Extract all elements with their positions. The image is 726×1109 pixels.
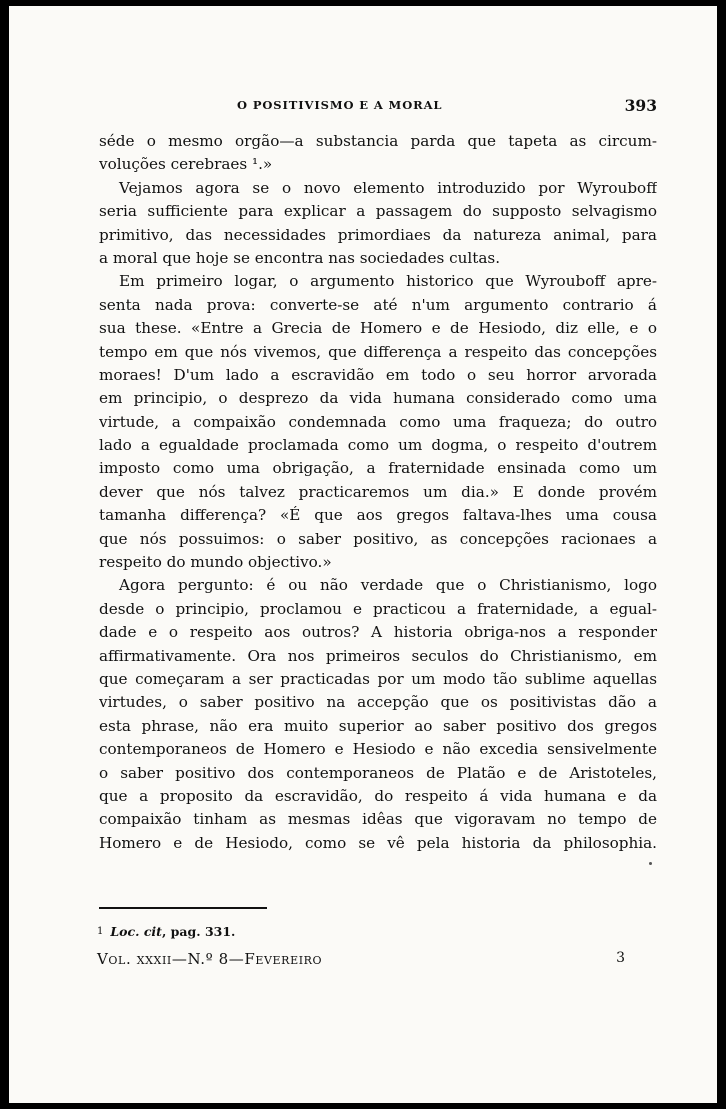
text-line: que a proposito da escravidão, do respeito á vida humana e da (99, 786, 657, 805)
signature-number: 3 (616, 950, 625, 966)
text-line: que nós possuimos: o saber positivo, as concepções racionaes a (99, 529, 657, 548)
text-line: sua these. «Entre a Grecia de Homero e de Hesiodo, diz elle, e o (99, 319, 657, 338)
printer-signature (97, 950, 625, 970)
text-line: lado a egualdade proclamada como um dogma, o respeito d'outrem (99, 436, 657, 455)
text-line: virtudes, o saber positivo na accepção que os positivistas dão a (99, 693, 657, 712)
text-line: compaixão tinham as mesmas idêas que vigoravam no tempo de (99, 810, 657, 829)
text-line: Agora pergunto: é ou não verdade que o Christianismo, logo (119, 576, 657, 595)
text-line: Vejamos agora se o novo elemento introduzido por Wyrouboff (119, 178, 657, 197)
text-line: tamanha differença? «É que aos gregos faltava-lhes uma cousa (99, 506, 657, 525)
text-line: affirmativamente. Ora nos primeiros seculos do Christianismo, em (99, 646, 657, 665)
running-title: O POSITIVISMO E A MORAL (237, 98, 443, 112)
paper-speck (649, 862, 652, 865)
text-line: senta nada prova: converte-se até n'um argumento contrario á (99, 295, 657, 314)
document-page (9, 6, 717, 1103)
text-line: desde o principio, proclamou e practicou a fraternidade, a egual- (99, 599, 657, 618)
text-line: seria sufficiente para explicar a passagem do supposto selvagismo (99, 202, 657, 221)
text-line: primitivo, das necessidades primordiaes da natureza animal, para (99, 225, 657, 244)
text-line: tempo em que nós vivemos, que differença a respeito das concepções (99, 342, 657, 361)
footnote-page: , pag. 331. (161, 924, 236, 939)
text-line: voluções cerebraes ¹.» (99, 155, 273, 174)
text-line: que começaram a ser practicadas por um modo tão sublime aquellas (99, 669, 657, 688)
text-line: a moral que hoje se encontra nas sociedades cultas. (99, 248, 501, 267)
text-line: virtude, a compaixão condemnada como uma fraqueza; do outro (99, 412, 657, 431)
footnote-reference: Loc. cit (110, 924, 162, 939)
footnote-number: 1 (97, 926, 104, 937)
footnote-divider (99, 907, 267, 909)
text-line: esta phrase, não era muito superior ao saber positivo dos gregos (99, 716, 657, 735)
text-line: contemporaneos de Homero e Hesiodo e não excedia sensivelmente (99, 740, 657, 759)
text-line: moraes! D'um lado a escravidão em todo o seu horror arvorada (99, 365, 657, 384)
signature-text: Vol. xxxii—N.º 8—Fevereiro (97, 950, 323, 968)
page-header (99, 96, 657, 120)
text-line: Em primeiro logar, o argumento historico que Wyrouboff apre- (119, 272, 657, 291)
page-number: 393 (624, 96, 657, 115)
text-line: respeito do mundo objectivo.» (99, 553, 332, 572)
text-line: o saber positivo dos contemporaneos de Platão e de Aristoteles, (99, 763, 657, 782)
footnote (97, 924, 235, 939)
text-line: imposto como uma obrigação, a fraternidade ensinada como um (99, 459, 657, 478)
text-line: séde o mesmo orgão—a substancia parda que tapeta as circum- (99, 132, 657, 150)
text-line: Homero e de Hesiodo, como se vê pela historia da philosophia. (99, 833, 657, 852)
text-line: dever que nós talvez practicaremos um dia.» E donde provém (99, 482, 657, 501)
text-line: em principio, o desprezo da vida humana considerado como uma (99, 389, 657, 408)
body-text (99, 130, 657, 855)
text-line: dade e o respeito aos outros? A historia obriga-nos a responder (99, 623, 657, 642)
